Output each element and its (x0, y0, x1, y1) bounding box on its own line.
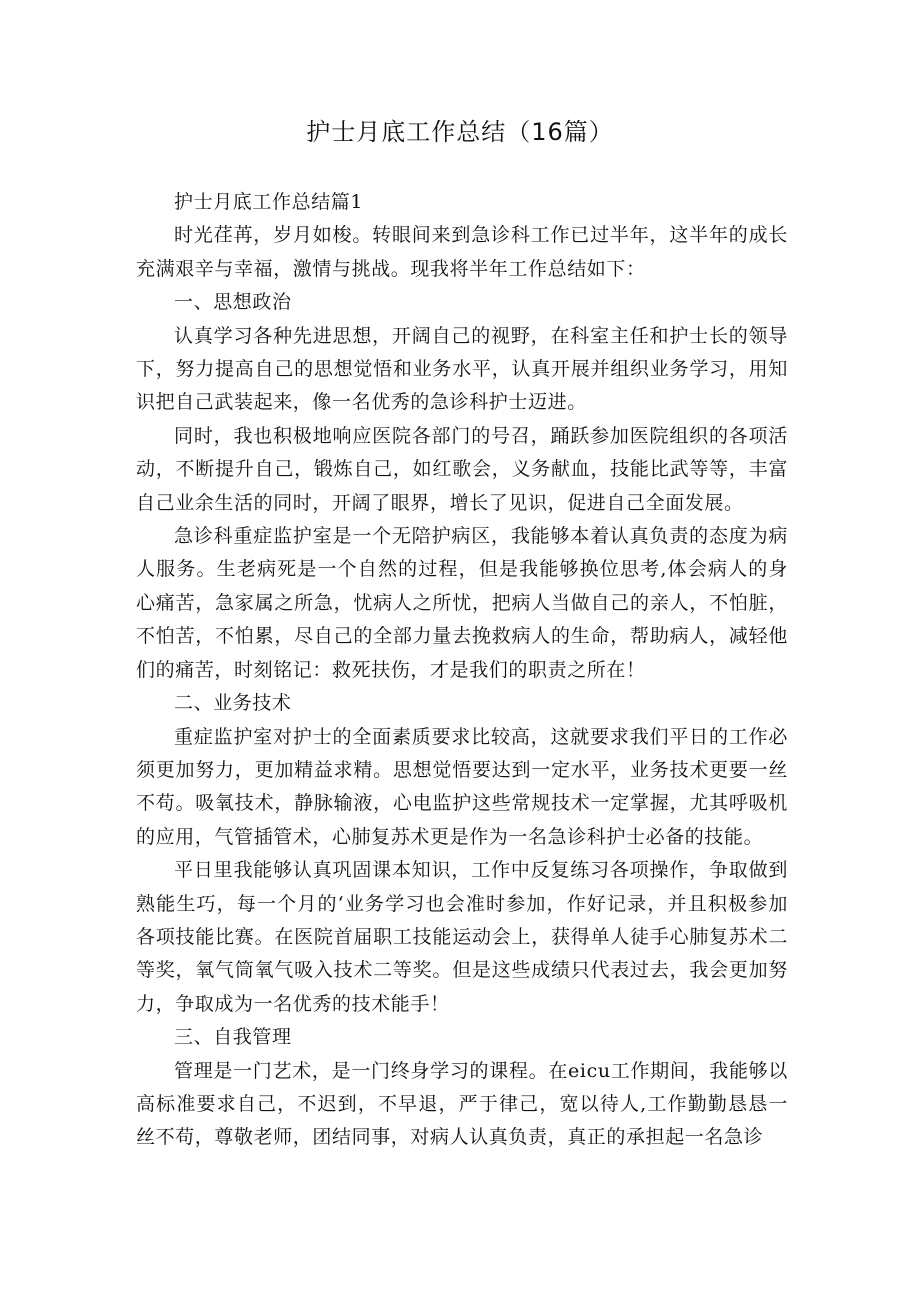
heading-business-skills: 二、业务技术 (174, 692, 292, 715)
paragraph-activities: 同时，我也积极地响应医院各部门的号召，踊跃参加医院组织的各项活动，不断提升自己，锻炼自己，如红歌会，义务献血，技能比武等等，丰富自己业余生活的同时，开阔了眼界，增长了见识，促进自己全面发展。 (136, 424, 788, 514)
document-title: 护士月底工作总结（16篇） (306, 118, 614, 146)
paragraph-intro: 时光荏苒，岁月如梭。转眼间来到急诊科工作已过半年，这半年的成长充满艰辛与幸福，激情与挑战。现我将半年工作总结如下： (136, 224, 788, 280)
heading-thought-politics: 一、思想政治 (174, 291, 292, 314)
paragraph-requirements: 重症监护室对护士的全面素质要求比较高，这就要求我们平日的工作必须更加努力，更加精益求精。思想觉悟要达到一定水平，业务技术更要一丝不苟。吸氧技术，静脉输液，心电监护这些常规技术一定掌握，尤其呼吸机的应用，气管插管术，心肺复苏术更是作为一名急诊科护士必备的技能。 (136, 725, 788, 848)
paragraph-practice: 平日里我能够认真巩固课本知识，工作中反复练习各项操作，争取做到熟能生巧，每一个月的‘业务学习也会准时参加，作好记录，并且积极参加各项技能比赛。在医院首届职工技能运动会上，获得单人徒手心肺复苏术二等奖，氧气筒氧气吸入技术二等奖。但是这些成绩只代表过去，我会更加努力，争取成为一名优秀的技术能手！ (136, 859, 788, 1015)
paragraph-management: 管理是一门艺术，是一门终身学习的课程。在eicu工作期间，我能够以高标准要求自己，不迟到，不早退，严于律己，宽以待人,工作勤勤恳恳一丝不苟，尊敬老师，团结同事，对病人认真负责，真正的承担起一名急诊 (136, 1059, 788, 1149)
paragraph-study: 认真学习各种先进思想，开阔自己的视野，在科室主任和护士长的领导下，努力提高自己的思想觉悟和业务水平，认真开展并组织业务学习，用知识把自己武装起来，像一名优秀的急诊科护士迈进。 (136, 324, 788, 414)
paragraph-icu-service: 急诊科重症监护室是一个无陪护病区，我能够本着认真负责的态度为病人服务。生老病死是一个自然的过程，但是我能够换位思考,体会病人的身心痛苦，急家属之所急，忧病人之所忧，把病人当做自己的亲人，不怕脏，不怕苦，不怕累，尽自己的全部力量去挽救病人的生命，帮助病人，减轻他们的痛苦，时刻铭记：救死扶伤，才是我们的职责之所在！ (136, 525, 788, 681)
section-subtitle: 护士月底工作总结篇1 (174, 191, 364, 213)
document-body (136, 186, 788, 1155)
heading-self-management: 三、自我管理 (174, 1026, 292, 1049)
